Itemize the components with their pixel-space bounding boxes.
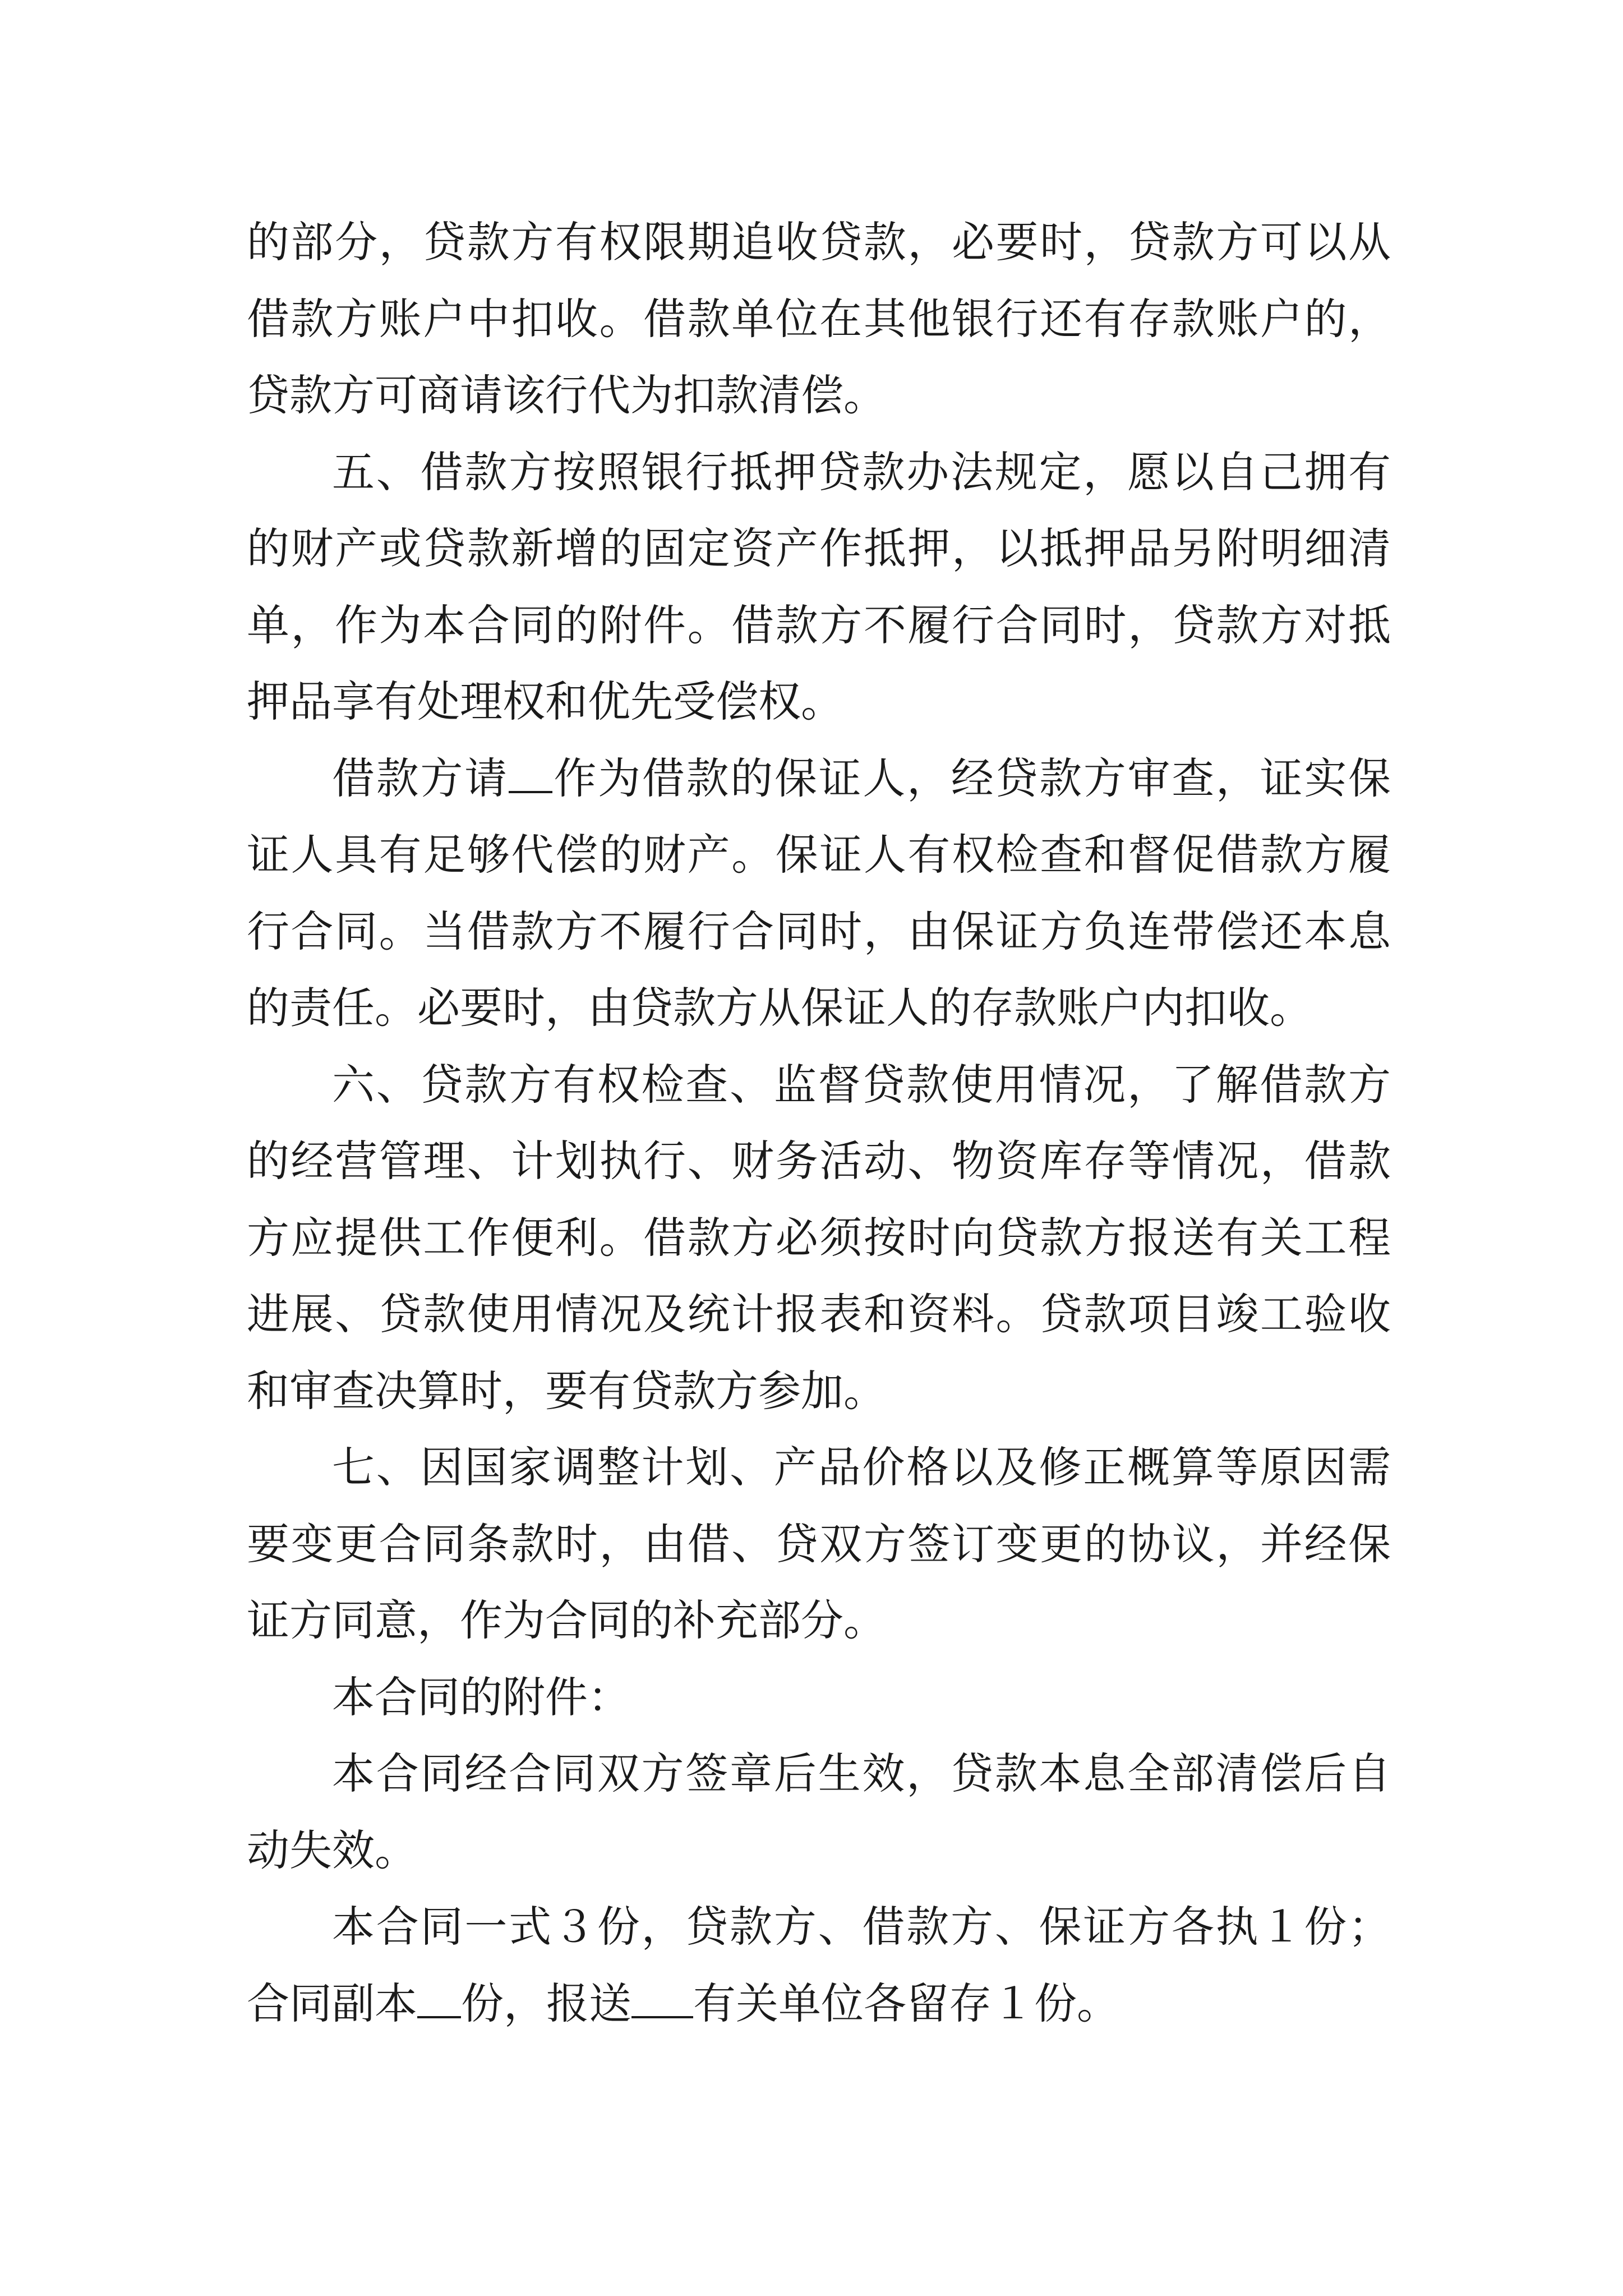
- guarantor-text-after-blank: 作为借款的保证人，经贷款方审查，证实保证人具有足够代偿的财产。保证人有权检查和督促借款方履行合同。当借款方不履行合同时，由保证方负连带偿还本息的责任。必要时，由贷款方从保证人的存款账户内扣收。: [247, 753, 1391, 1033]
- paragraph-clause-7: 七、因国家调整计划、产品价格以及修正概算等原因需要变更合同条款时，由借、贷双方签订变更的协议，并经保证方同意，作为合同的补充部分。: [247, 1442, 1391, 1645]
- paragraph-attachments: 本合同的附件：: [332, 1672, 630, 1722]
- document-body: [247, 204, 1391, 2042]
- copies-text-after-blank: 有关单位各留存１份。: [693, 1978, 1119, 2028]
- paragraph-guarantor: [247, 740, 1391, 1047]
- paragraph-effectiveness: 本合同经合同双方签章后生效，贷款本息全部清偿后自动失效。: [247, 1749, 1391, 1875]
- copies-count-blank: [417, 1978, 461, 2018]
- guarantor-text-before-blank: 借款方请: [332, 753, 509, 803]
- copies-text-middle: 份，报送: [461, 1978, 631, 2028]
- copies-line-1: 本合同一式３份，贷款方、借款方、保证方各执１份；: [332, 1902, 1391, 1952]
- paragraph-clause-5: 五、借款方按照银行抵押贷款办法规定，愿以自己拥有的财产或贷款新增的固定资产作抵押，以抵押品另附明细清单，作为本合同的附件。借款方不履行合同时，贷款方对抵押品享有处理权和优先受偿权。: [247, 447, 1391, 726]
- paragraph-continuation: 的部分，贷款方有权限期追收贷款，必要时，贷款方可以从借款方账户中扣收。借款单位在其他银行还有存款账户的，贷款方可商请该行代为扣款清偿。: [247, 217, 1391, 420]
- recipient-blank: [631, 1978, 693, 2018]
- paragraph-clause-6: 六、贷款方有权检查、监督贷款使用情况，了解借款方的经营管理、计划执行、财务活动、物资库存等情况，借款方应提供工作便利。借款方必须按时向贷款方报送有关工程进展、贷款使用情况及统计报表和资料。贷款项目竣工验收和审查决算时，要有贷款方参加。: [247, 1059, 1391, 1416]
- paragraph-copies: [247, 1889, 1391, 2042]
- guarantor-name-blank: [509, 753, 552, 793]
- copies-text-before-blank: 合同副本: [247, 1978, 417, 2028]
